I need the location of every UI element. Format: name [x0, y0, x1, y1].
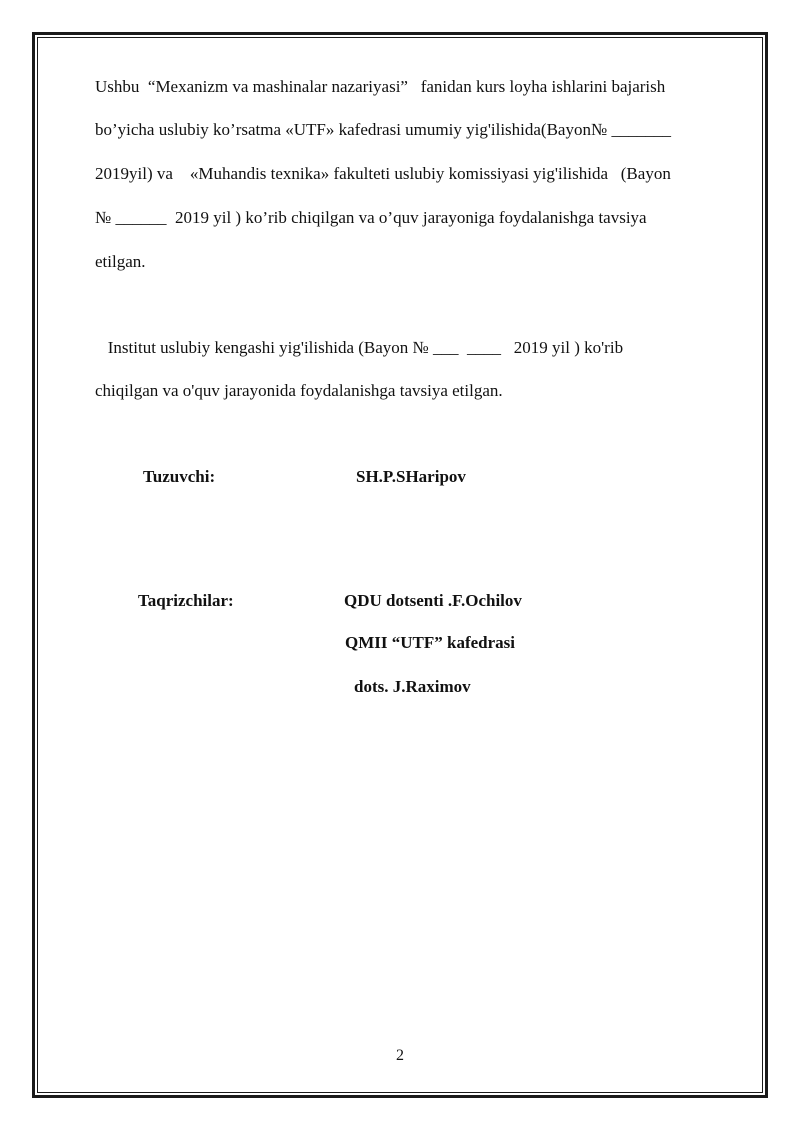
author-label: Tuzuvchi:: [143, 467, 216, 486]
paragraph-line: Ushbu “Mexanizm va mashinalar nazariyasi” fanidan kurs loyha ishlarini bajarish: [95, 77, 666, 96]
paragraph-line: 2019yil) va «Muhandis texnika» fakulteti uslubiy komissiyasi yig'ilishida (Bayon: [95, 164, 671, 183]
page-border-inner: [37, 37, 763, 1093]
reviewer-line: QMII “UTF” kafedrasi: [345, 633, 515, 652]
paragraph-line: № ______ 2019 yil ) ko’rib chiqilgan va o’quv jarayoniga foydalanishga tavsiya: [95, 208, 647, 227]
paragraph-line: Institut uslubiy kengashi yig'ilishida (Bayon № ___ ____ 2019 yil ) ko'rib: [95, 338, 624, 357]
paragraph-line: chiqilgan va o'quv jarayonida foydalanishga tavsiya etilgan.: [95, 381, 503, 400]
reviewer-line: dots. J.Raximov: [354, 677, 471, 696]
author-name: SH.P.SHaripov: [356, 467, 466, 486]
page-number: 2: [396, 1047, 404, 1064]
reviewer-line: QDU dotsenti .F.Ochilov: [344, 591, 522, 610]
paragraph-line: etilgan.: [95, 252, 146, 271]
reviewers-label: Taqrizchilar:: [138, 591, 234, 610]
paragraph-line: bo’yicha uslubiy ko’rsatma «UTF» kafedrasi umumiy yig'ilishida(Bayon№ _______: [95, 120, 671, 139]
